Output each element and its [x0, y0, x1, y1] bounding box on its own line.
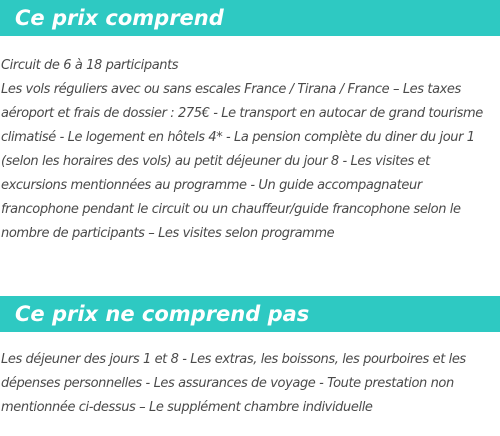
- price-excludes-content: [1, 348, 499, 420]
- excludes-details: Les déjeuner des jours 1 et 8 - Les extras, les boissons, les pourboires et les dépenses personnelles - Les assurances de voyage - Toute prestation non mentionnée ci-dessus – Le supplément chambre individuelle: [1, 352, 466, 415]
- price-excludes-title: Ce prix ne comprend pas: [15, 302, 310, 326]
- price-excludes-header: [0, 296, 500, 332]
- price-includes-title: Ce prix comprend: [15, 6, 224, 30]
- participants-line: Circuit de 6 à 18 participants: [1, 58, 179, 73]
- price-includes-header: [0, 0, 500, 36]
- price-includes-content: [1, 54, 499, 246]
- includes-details: Les vols réguliers avec ou sans escales France / Tirana / France – Les taxes aéroport et frais de dossier : 275€ - Le transport en autocar de grand tourisme climatisé - Le logement en hôtels 4* - La pension complète du diner du jour 1 (selon les horaires des vols) au petit déjeuner du jour 8 - Les visites et excursions mentionnées au programme - Un guide accompagnateur francophone pendant le circuit ou un chauffeur/guide francophone selon le nombre de participants – Les visites selon programme: [1, 82, 483, 241]
